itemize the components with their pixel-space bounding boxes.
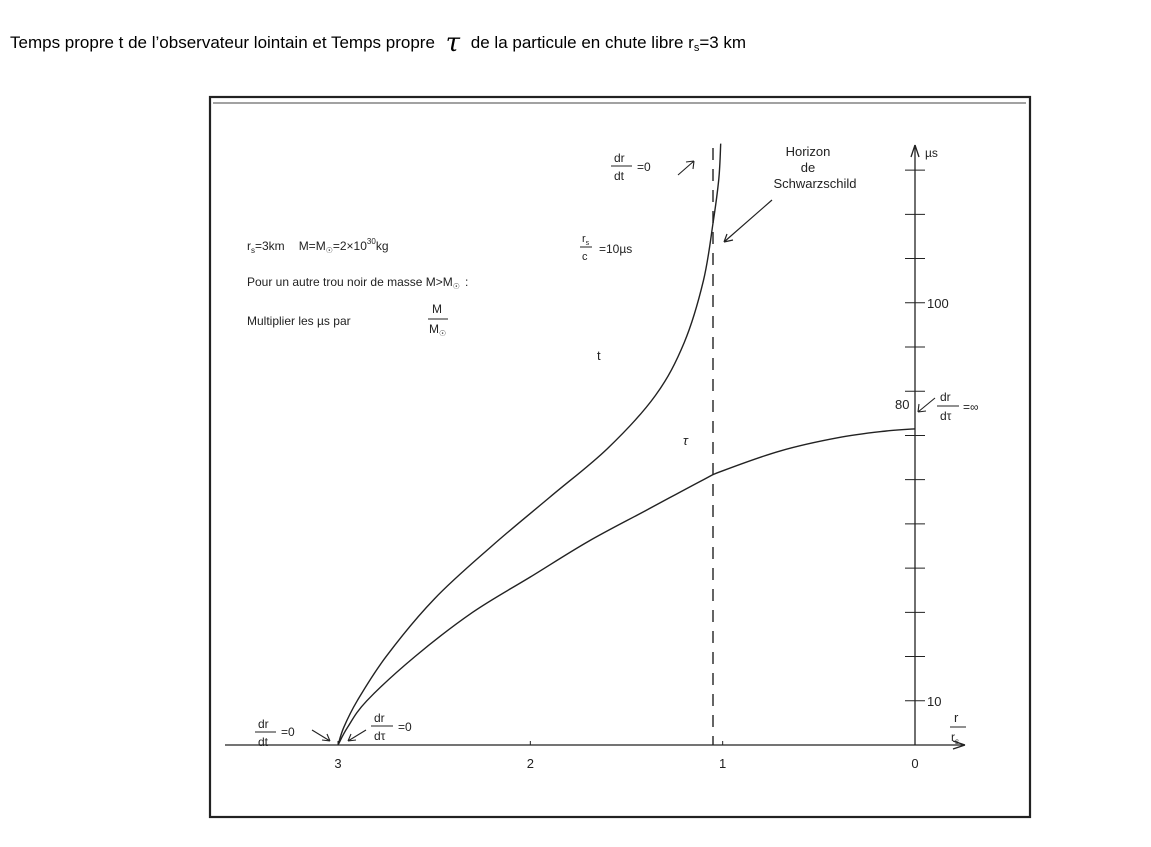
x-tick-label: 0 [911,756,919,771]
info-mass-value: =2×10 [332,239,367,253]
chart-frame [210,97,1030,817]
info-frac-num-sub: s [585,240,590,247]
heading-part1: Temps propre t de l’observateur lointain et Temps propre [10,33,435,52]
y-axis-label: µs [925,146,938,160]
horizon-label-line2: de [800,160,816,175]
annotation-drdt-top-den: dt [614,169,625,183]
annotation-drdt-bottom-den: dt [258,735,269,749]
info-frac-den: c [582,251,588,263]
info-line2-sub: ☉ [452,282,460,291]
info-rs-value: =3km [255,239,285,253]
x-tick-label: 2 [526,756,534,771]
x-tick-label: 3 [334,756,342,771]
annotation-drdt-bottom-eq: =0 [281,725,295,739]
info-mass: M=M [298,239,326,253]
info-ratio-den-m: M [429,322,439,336]
annotation-drdt-bottom-num: dr [258,717,269,731]
x-axis-label-num: r [954,710,959,725]
info-line2-text: Pour un autre trou noir de masse M>M [247,275,453,289]
annotation-drdtau-bottom-num: dr [374,711,385,725]
annotation-drdtau-right-den: dτ [940,409,952,423]
y-tick-label: 80 [895,397,910,413]
x-axis-label-den: r [951,730,955,744]
heading-tau-symbol: τ [445,28,461,58]
x-axis-label-den-sub: s [955,737,959,746]
info-line2-colon: : [464,275,469,289]
heading-sub: s [693,42,700,54]
horizon-label-line3: Schwarzschild [773,176,857,191]
annotation-drdtau-right-eq: =∞ [963,400,979,414]
annotation-drdtau-bottom-eq: =0 [398,720,412,734]
series-label-t: t [597,348,601,363]
x-tick-label: 1 [719,756,727,771]
info-rs: r [247,239,251,253]
y-tick-label: 100 [927,295,949,311]
info-mass-exp: 30 [366,237,376,246]
annotation-drdtau-right-num: dr [940,390,951,404]
annotation-drdt-top-eq: =0 [637,160,651,174]
info-line2 [247,275,468,291]
info-mass-unit: kg [375,239,389,253]
annotation-drdtau-bottom-den: dτ [374,729,386,743]
y-tick-label: 10 [927,693,942,709]
horizon-label-line1: Horizon [785,144,831,159]
series-label-tau: τ [683,433,688,448]
info-line3: Multiplier les µs par [247,314,351,328]
info-ratio-den-sub: ☉ [439,329,447,338]
annotation-drdt-top-num: dr [614,151,625,165]
heading-part3: =3 km [699,33,747,52]
heading-part2: de la particule en chute libre r [470,33,694,52]
info-frac-num-r: r [582,233,586,245]
info-mass-sub: ☉ [325,246,333,255]
info-ratio-num: M [432,302,442,316]
info-rs-sub: s [251,246,255,255]
info-time-scale: =10µs [599,242,633,256]
